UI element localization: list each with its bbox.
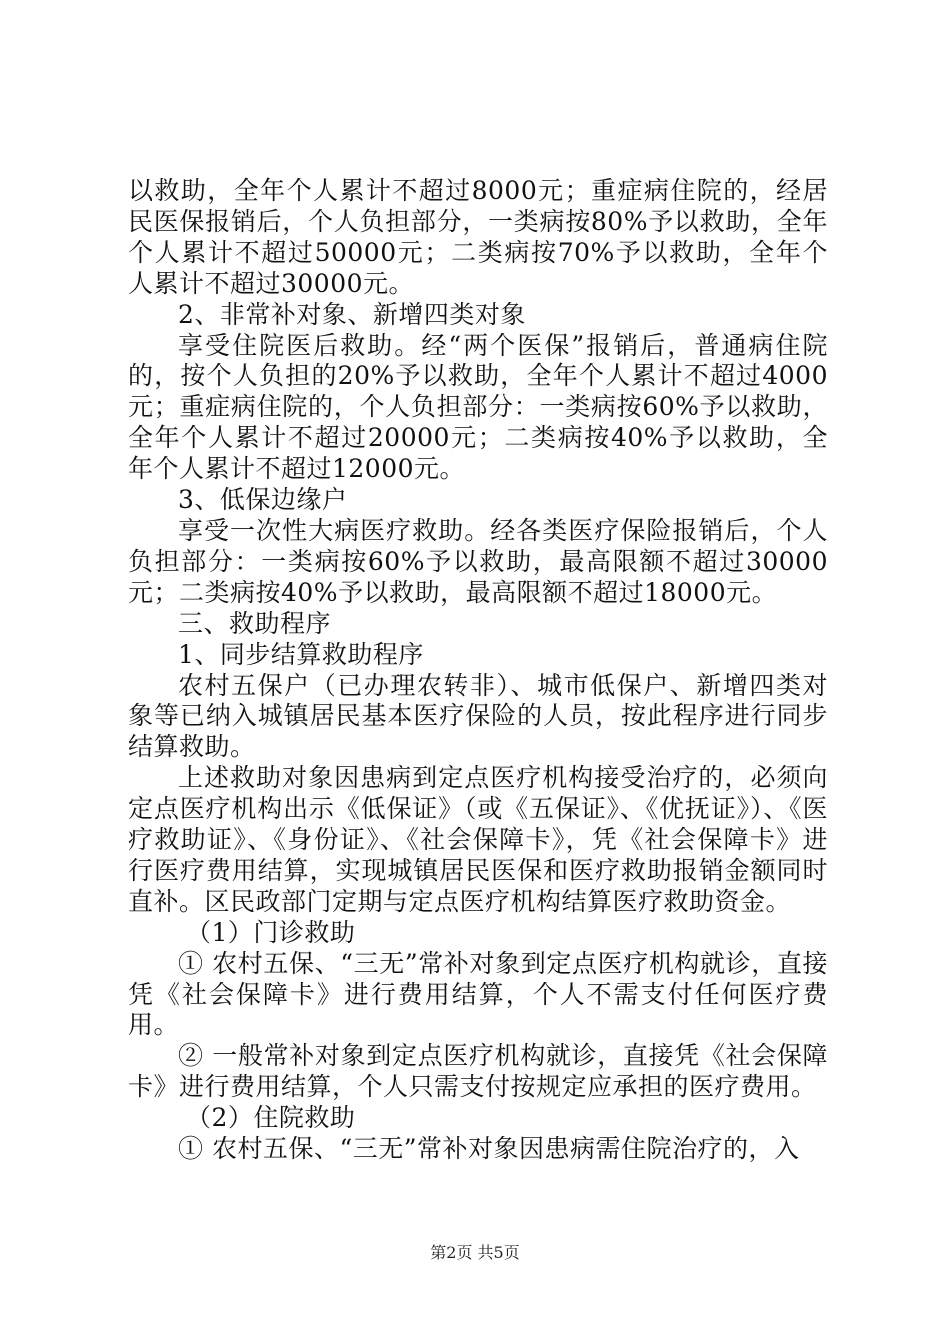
paragraph-settlement-details: 上述救助对象因患病到定点医疗机构接受治疗的，必须向定点医疗机构出示《低保证》（或《五保证》、《优抚证》）、《医疗救助证》、《身份证》、《社会保障卡》，凭《社会保障卡》进行医疗费用结算，实现城镇居民医保和医疗救助报销金额同时直补。区民政部门定期与定点医疗机构结算医疗救助资金。 — [128, 763, 828, 916]
paragraph-low-income-edge: 享受一次性大病医疗救助。经各类医疗保险报销后，个人负担部分：一类病按60%予以救助，最高限额不超过30000元；二类病按40%予以救助，最高限额不超过18000元。 — [128, 515, 828, 607]
page-footer — [0, 1243, 950, 1263]
paragraph-inpatient-1: ① 农村五保、“三无”常补对象因患病需住院治疗的，入 — [178, 1134, 800, 1164]
page-number: 第2页 共5页 — [430, 1243, 520, 1262]
subheading-outpatient: （1）门诊救助 — [186, 917, 356, 947]
subheading-inpatient: （2）住院救助 — [186, 1103, 356, 1133]
document-body — [128, 176, 828, 1165]
subheading-special-subsidy: 2、非常补对象、新增四类对象 — [178, 299, 526, 329]
paragraph-outpatient-1: ① 农村五保、“三无”常补对象到定点医疗机构就诊，直接凭《社会保障卡》进行费用结算，个人不需支付任何医疗费用。 — [128, 948, 828, 1040]
paragraph-sync-settlement: 农村五保户（已办理农转非）、城市低保户、新增四类对象等已纳入城镇居民基本医疗保险的人员，按此程序进行同步结算救助。 — [128, 670, 828, 762]
paragraph-continuation: 以救助，全年个人累计不超过8000元；重症病住院的，经居民医保报销后，个人负担部分，一类病按80%予以救助，全年个人累计不超过50000元；二类病按70%予以救助，全年个人累计不超过30000元。 — [128, 176, 828, 298]
paragraph-outpatient-2: ② 一般常补对象到定点医疗机构就诊，直接凭《社会保障卡》进行费用结算，个人只需支付按规定应承担的医疗费用。 — [128, 1041, 828, 1102]
paragraph-special-subsidy: 享受住院医后救助。经“两个医保”报销后，普通病住院的，按个人负担的20%予以救助，全年个人累计不超过4000元；重症病住院的，个人负担部分：一类病按60%予以救助，全年个人累计不超过20000元；二类病按40%予以救助，全年个人累计不超过12000元。 — [128, 330, 828, 484]
section-heading-procedure: 三、救助程序 — [178, 608, 332, 638]
subheading-sync-settlement: 1、同步结算救助程序 — [178, 639, 424, 669]
subheading-low-income-edge: 3、低保边缘户 — [178, 485, 348, 515]
